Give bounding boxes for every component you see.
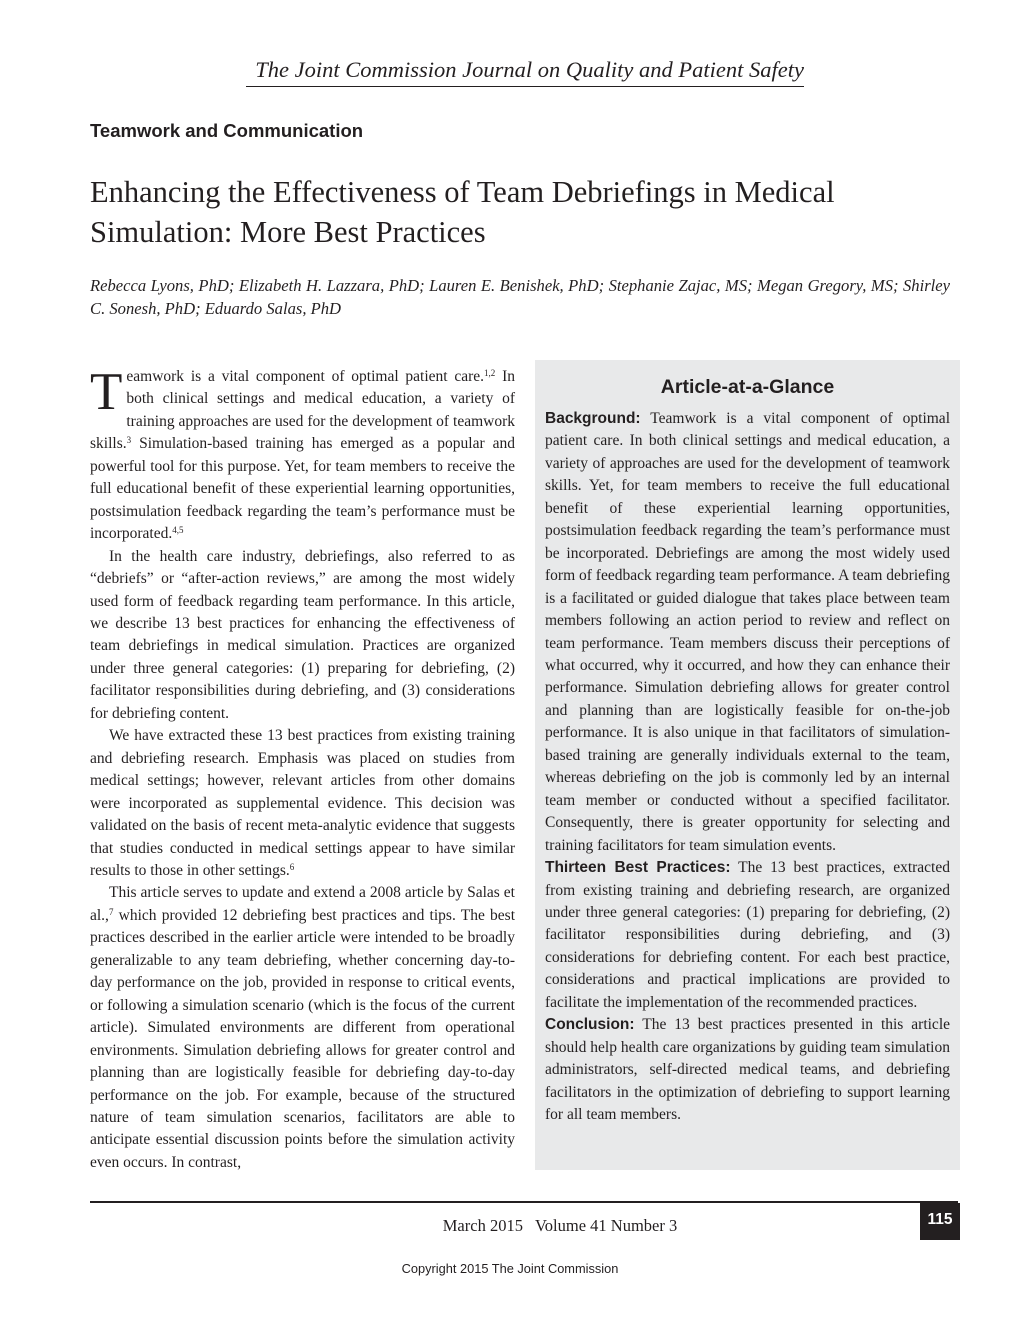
citation-ref: 7	[108, 906, 114, 917]
body-paragraph-2: In the health care industry, debriefings, also referred to as “debriefs” or “after-action reviews,” are among the most widely used form of feedback regarding team performance. In this article, we describe 13 best practices for enhancing the effectiveness of team debriefings in medical simulation. Practices are organized under three general categories: (1) preparing for debriefing, (2) facilitator responsibilities during debriefing, and (3) considerations for debriefing content.	[90, 547, 515, 722]
body-paragraph-3	[90, 725, 515, 882]
body-paragraph-4	[90, 882, 515, 1174]
header-rule	[246, 86, 804, 87]
author-list: Rebecca Lyons, PhD; Elizabeth H. Lazzara, PhD; Lauren E. Benishek, PhD; Stephanie Zajac, MS; Megan Gregory, MS; Shirley C. Sonesh, PhD; Eduardo Salas, PhD	[90, 276, 950, 318]
section-label: Teamwork and Communication	[90, 120, 364, 141]
glance-background-text: Teamwork is a vital component of optimal patient care. In both clinical settings and medical education, a variety of approaches are used for the development of teamwork skills. Yet, for team members to receive the full educational benefit of these experiential learning opportunities, postsimulation feedback regarding the team’s performance must be incorporated. Debriefings are among the most widely used form of feedback regarding team performance. A team debriefing is a facilitated or guided dialogue that takes place between team members following an action period to review and reflect on team performance. Team members discuss their perceptions of what occurred, why it occurred, and how they can enhance their performance. Simulation debriefing allows for greater control and planning than are logistically feasible for on-the-job performance. It is also unique in that facilitators of simulation-based training are generally individuals external to the team, whereas debriefing on the job is commonly led by an internal team member or conducted without a specified facilitator. Consequently, there is greater opportunity for selecting and training facilitators for team simulation events.	[545, 410, 950, 854]
page-number: 115	[920, 1203, 960, 1240]
drop-cap: T	[90, 363, 123, 421]
glance-conclusion	[545, 1014, 950, 1126]
citation-ref: 4,5	[172, 525, 184, 536]
body-text: Simulation-based training has emerged as a popular and powerful tool for this purpose. Yet, for team members to receive the full educational benefit of these experiential learning opportunities, postsimulation feedback regarding the team’s performance must be incorporated.	[90, 435, 515, 543]
article-at-a-glance-box	[535, 360, 960, 1170]
glance-conclusion-text: The 13 best practices presented in this article should help health care organizations by guiding team simulation administrators, self-directed medical teams, and debriefing facilitators in the optimization of debriefing to support learning for all team members.	[545, 1016, 950, 1124]
glance-practices	[545, 857, 950, 1014]
body-paragraph-1	[90, 363, 515, 546]
body-text: We have extracted these 13 best practices from existing training and debriefing research. Emphasis was placed on studies from medical settings; however, relevant articles from other domains were incorporated as supplemental evidence. This decision was validated on the basis of recent meta-analytic evidence that suggests that studies conducted in medical settings appear to have similar results to those in other settings.	[90, 727, 515, 879]
citation-ref: 3	[126, 435, 132, 446]
citation-ref: 1,2	[484, 368, 496, 378]
journal-title: The Joint Commission Journal on Quality and Patient Safety	[255, 57, 804, 82]
copyright-notice: Copyright 2015 The Joint Commission	[401, 1261, 619, 1276]
body-text: which provided 12 debriefing best practices and tips. The best practices described in the earlier article were intended to be broadly generalizable to any team debriefing, whether concerning day-to-day performance on the job, provided in response to critical events, or following a simulation scenario (which is the focus of the current article). Simulated environments are different from operational environments. Simulation debriefing allows for greater control and planning than are logistically feasible for debriefing day-to-day performance on the job. For example, because of the structured nature of team simulation scenarios, facilitators are able to anticipate essential discussion points before the simulation activity even occurs. In contrast,	[90, 906, 515, 1171]
body-column	[90, 363, 515, 1174]
glance-body	[545, 408, 950, 1127]
issue-info: March 2015 Volume 41 Number 3	[442, 1216, 678, 1235]
footer-rule	[90, 1201, 958, 1203]
glance-practices-text: The 13 best practices, extracted from existing training and debriefing research, are organized under three general categories: (1) preparing for debriefing, (2) facilitator responsibilities during debriefing, and (3) considerations for debriefing content. For each best practice, considerations and practical implications are provided to facilitate the implementation of the recommended practices.	[545, 859, 950, 1011]
body-text: eamwork is a vital component of optimal patient care.	[126, 368, 485, 385]
glance-practices-label: Thirteen Best Practices:	[545, 859, 731, 877]
glance-conclusion-label: Conclusion:	[545, 1016, 635, 1034]
body-text: This article serves to update and extend a 2008 article by Salas et al.,	[90, 884, 515, 924]
glance-title: Article-at-a-Glance	[660, 376, 835, 398]
citation-ref: 6	[289, 861, 295, 872]
body-text: In both clinical settings and medical education, a variety of training approaches are used for the development of teamwork skills.	[90, 368, 515, 453]
article-title: Enhancing the Effectiveness of Team Debriefings in Medical Simulation: More Best Practices	[90, 175, 835, 249]
glance-background-label: Background:	[545, 410, 641, 427]
glance-background	[545, 408, 950, 857]
